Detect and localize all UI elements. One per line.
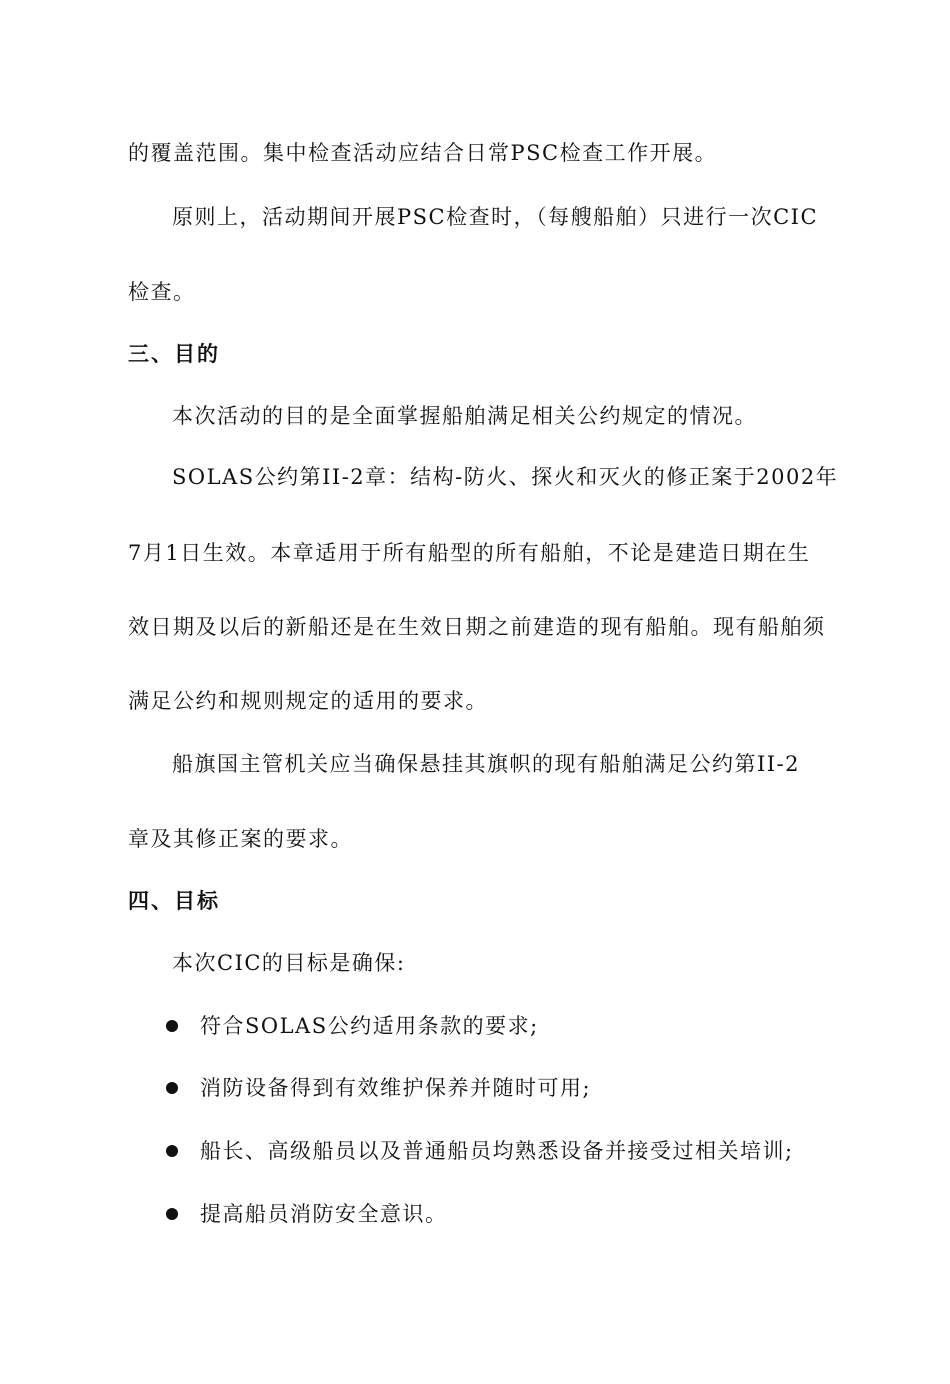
paragraph-purpose-line: 本次活动的目的是全面掌握船舶满足相关公约规定的情况。	[172, 404, 757, 428]
paragraph-principle-line-1: 原则上，活动期间开展PSC检查时，（每艘船舶）只进行一次CIC	[172, 205, 819, 229]
paragraph-solas-line-2: 7月1日生效。本章适用于所有船型的所有船舶，不论是建造日期在生	[128, 541, 811, 565]
bullet-dot-icon	[166, 1020, 178, 1032]
paragraph-flag-state-line-2: 章及其修正案的要求。	[128, 827, 353, 851]
list-item	[166, 1136, 794, 1166]
list-item-text: 船长、高级船员以及普通船员均熟悉设备并接受过相关培训;	[200, 1139, 794, 1163]
paragraph-flag-state-line-1: 船旗国主管机关应当确保悬挂其旗帜的现有船舶满足公约第II-2	[172, 752, 801, 776]
list-item	[166, 1073, 591, 1103]
bullet-dot-icon	[166, 1145, 178, 1157]
list-item-text: 符合SOLAS公约适用条款的要求;	[200, 1014, 539, 1038]
paragraph-principle-line-2: 检查。	[128, 280, 196, 304]
list-item-text: 提高船员消防安全意识。	[200, 1202, 448, 1226]
list-item	[166, 1011, 539, 1041]
list-item-text: 消防设备得到有效维护保养并随时可用;	[200, 1076, 592, 1100]
paragraph-solas-line-3: 效日期及以后的新船还是在生效日期之前建造的现有船舶。现有船舶须	[128, 615, 826, 639]
bullet-dot-icon	[166, 1208, 178, 1220]
bullet-dot-icon	[166, 1082, 178, 1094]
section-heading-objectives: 四、目标	[128, 888, 220, 913]
paragraph-objectives-intro: 本次CIC的目标是确保:	[172, 951, 406, 975]
paragraph-solas-line-1: SOLAS公约第II-2章：结构-防火、探火和灭火的修正案于2002年	[172, 465, 839, 489]
list-item	[166, 1199, 448, 1229]
paragraph-solas-line-4: 满足公约和规则规定的适用的要求。	[128, 689, 488, 713]
section-heading-purpose: 三、目的	[128, 341, 220, 366]
paragraph-scope-line: 的覆盖范围。集中检查活动应结合日常PSC检查工作开展。	[128, 141, 718, 165]
